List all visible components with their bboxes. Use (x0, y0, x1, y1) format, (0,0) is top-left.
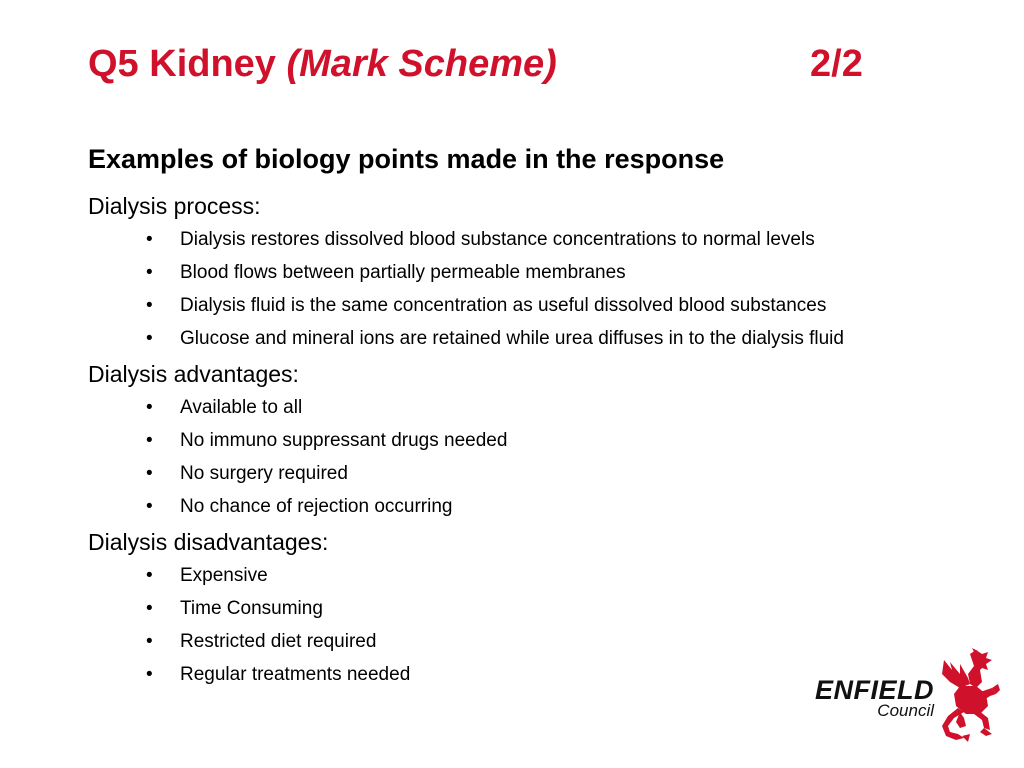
list-item-text: Glucose and mineral ions are retained while urea diffuses in to the dialysis fluid (180, 328, 844, 349)
bullet-icon: • (146, 463, 153, 484)
section-heading: Examples of biology points made in the response (88, 144, 725, 174)
list-item (88, 424, 998, 457)
list-item (88, 223, 998, 256)
section-title: Dialysis advantages: (88, 361, 299, 387)
list-item (88, 559, 998, 592)
dragon-icon (930, 648, 1006, 744)
section-title: Dialysis process: (88, 193, 261, 219)
logo-council: Council (877, 701, 934, 720)
page-indicator: 2/2 (810, 43, 863, 85)
logo-text (806, 676, 934, 720)
slide-title (88, 43, 863, 86)
enfield-council-logo (806, 648, 1006, 744)
list-item (88, 391, 998, 424)
section-title: Dialysis disadvantages: (88, 529, 329, 555)
list-item-text: Time Consuming (180, 598, 323, 619)
bullet-list (88, 223, 998, 355)
bullet-icon: • (146, 664, 153, 685)
bullet-icon: • (146, 229, 153, 250)
bullet-icon: • (146, 598, 153, 619)
list-item-text: Dialysis restores dissolved blood substance concentrations to normal levels (180, 229, 815, 250)
list-item-text: Expensive (180, 565, 268, 586)
section-dialysis-process (88, 191, 998, 355)
bullet-list (88, 391, 998, 523)
logo-name: ENFIELD (814, 675, 934, 705)
list-item-text: No immuno suppressant drugs needed (180, 430, 508, 451)
bullet-icon: • (146, 631, 153, 652)
list-item (88, 289, 998, 322)
bullet-icon: • (146, 496, 153, 517)
bullet-icon: • (146, 565, 153, 586)
list-item-text: Blood flows between partially permeable membranes (180, 262, 626, 283)
list-item (88, 256, 998, 289)
mark-scheme-sections (88, 191, 998, 691)
bullet-icon: • (146, 262, 153, 283)
title-main: Q5 Kidney (88, 43, 287, 85)
list-item-text: No chance of rejection occurring (180, 496, 453, 517)
list-item-text: Regular treatments needed (180, 664, 411, 685)
list-item-text: Dialysis fluid is the same concentration as useful dissolved blood substances (180, 295, 827, 316)
list-item (88, 592, 998, 625)
section-dialysis-advantages (88, 359, 998, 523)
list-item (88, 457, 998, 490)
list-item (88, 490, 998, 523)
list-item-text: No surgery required (180, 463, 348, 484)
bullet-icon: • (146, 397, 153, 418)
bullet-icon: • (146, 430, 153, 451)
list-item-text: Restricted diet required (180, 631, 377, 652)
bullet-icon: • (146, 328, 153, 349)
list-item (88, 322, 998, 355)
list-item-text: Available to all (180, 397, 303, 418)
title-sub: (Mark Scheme) (286, 43, 557, 85)
bullet-icon: • (146, 295, 153, 316)
